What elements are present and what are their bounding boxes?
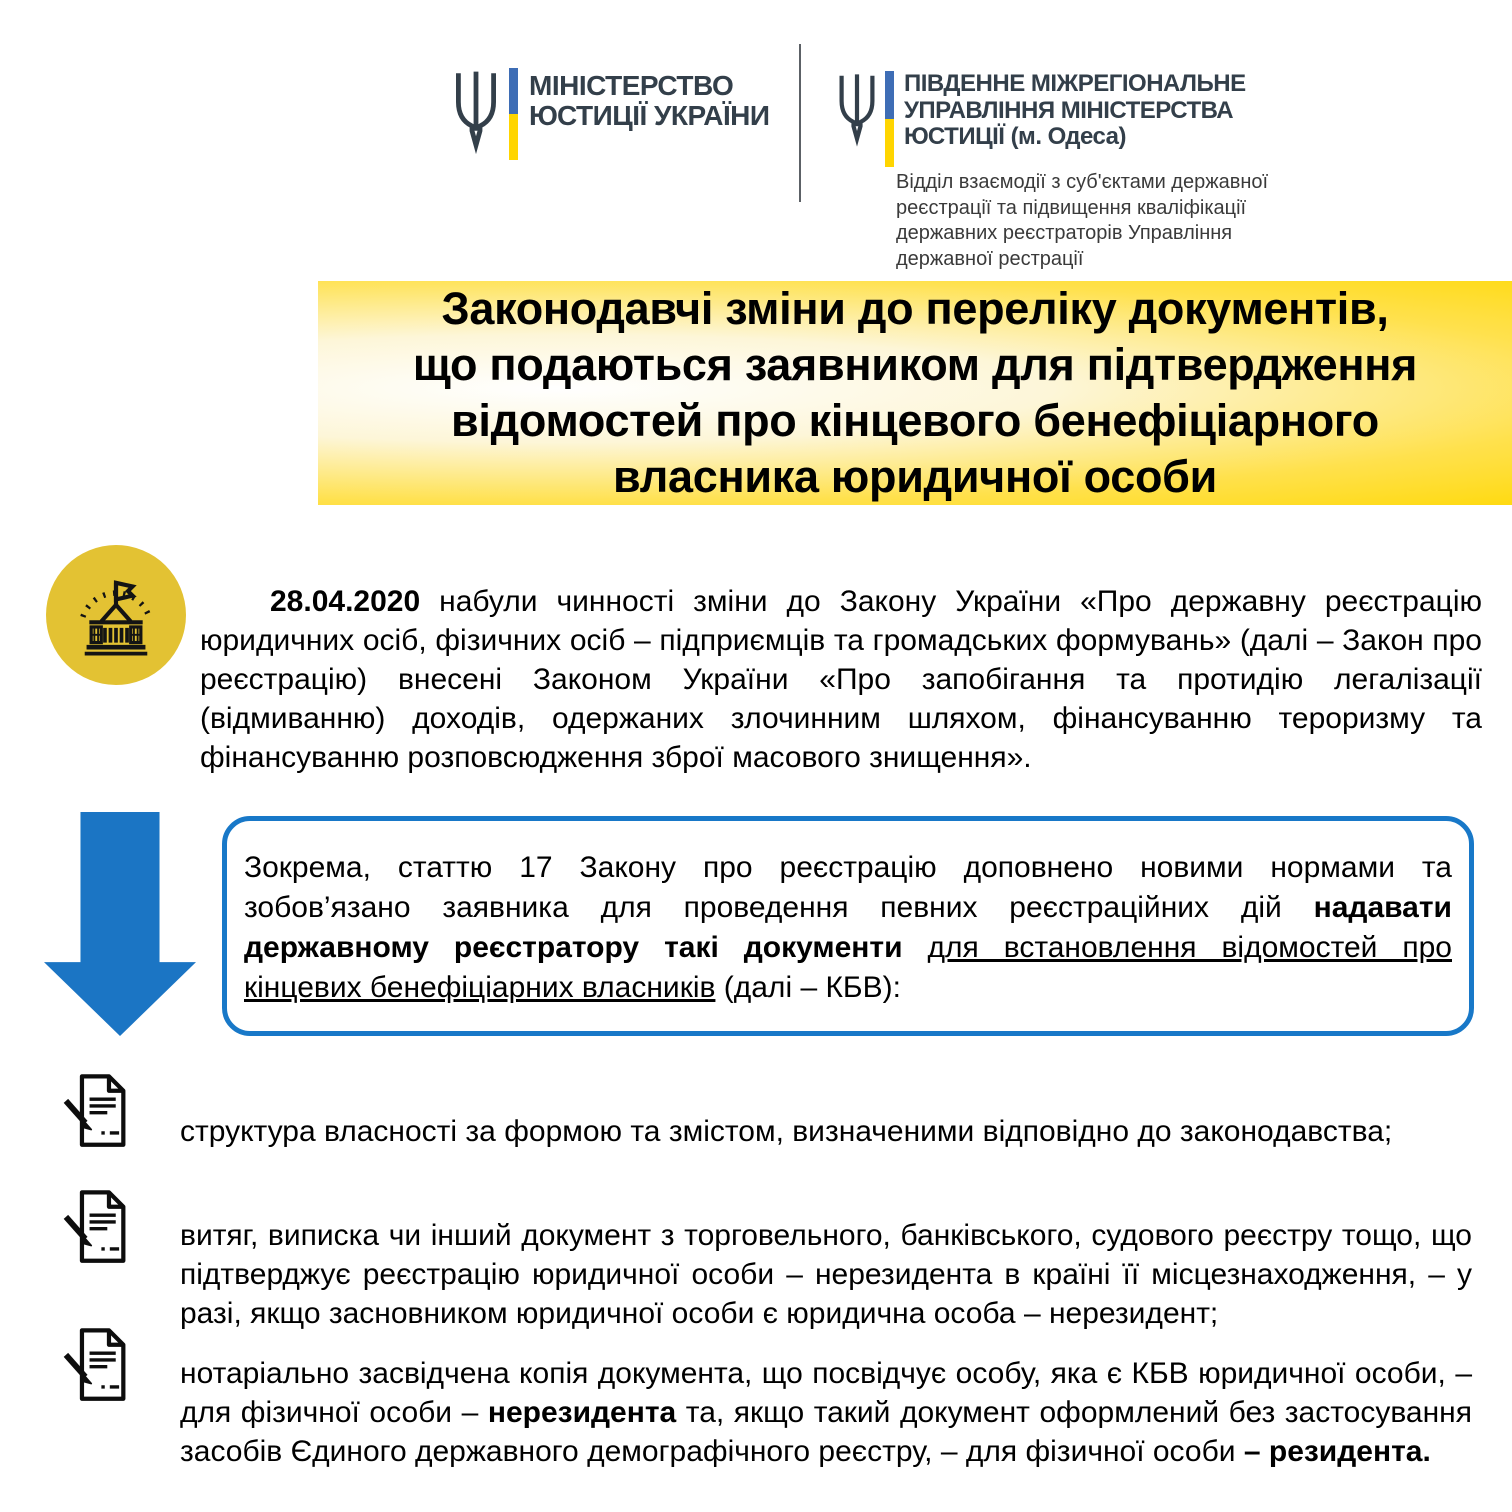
- department-logo-line2: УПРАВЛІННЯ МІНІСТЕРСТВА: [904, 96, 1234, 124]
- document-pen-icon: [60, 1072, 136, 1150]
- department-subtitle: [896, 170, 1296, 272]
- ministry-logo-line2: ЮСТИЦІЇ УКРАЇНИ: [529, 100, 770, 131]
- department-logo-line3: ЮСТИЦІЇ (м. Одеса): [904, 123, 1126, 150]
- bullet-2-icon-wrap: [60, 1188, 136, 1271]
- government-building-icon: [70, 569, 162, 661]
- down-arrow-icon: [44, 812, 196, 1036]
- bullet-3-text: [180, 1354, 1472, 1471]
- bullet-2-text: витяг, виписка чи інший документ з торговельного, банківського, судового реєстру тощо, що підтверджує реєстрацію юридичної особи – нерезидента в країні її місцезнаходження, – у разі, якщо засновником юридичної особи є юридична особа – нерезидент;: [180, 1219, 1472, 1330]
- bullet-3-seg1: нотаріально засвідчена копія документа, що посвідчує особу, яка є КБВ юридичної особи, – для фізичної особи –: [180, 1357, 1472, 1429]
- document-pen-icon: [60, 1188, 136, 1266]
- callout-box: [222, 816, 1474, 1036]
- department-logo: [836, 62, 1246, 167]
- intro-date: 28.04.2020: [270, 585, 421, 618]
- department-subtitle-line1: Відділ взаємодії з суб'єктами державної: [896, 171, 1269, 193]
- building-badge: [46, 545, 186, 685]
- callout-seg2-bold: надавати державному реєстратору такі документи: [244, 891, 1452, 964]
- department-subtitle-line3: державних реєстраторів Управління: [896, 222, 1233, 244]
- bullet-3-icon-wrap: [60, 1326, 136, 1409]
- flag-bar: [885, 71, 894, 167]
- bullet-1-icon-wrap: [60, 1072, 136, 1155]
- trident-icon: [836, 62, 878, 154]
- intro-text: набули чинності зміни до Закону України «Про державну реєстрацію юридичних осіб, фізичних осіб – підприємців та громадських формувань» (далі – Закон про реєстрацію) внесені Законом України «Про запобігання та протидію легалізації (відмиванню) доходів, одержаних злочинним шляхом, фінансуванню тероризму та фінансуванню розповсюдження зброї масового знищення».: [200, 585, 1482, 774]
- department-subtitle-line2: реєстрації та підвищення кваліфікації: [896, 196, 1247, 219]
- page-title-line2: що подаються заявником для підтвердження: [412, 339, 1418, 390]
- header-divider: [799, 44, 801, 202]
- bullet-1-text: структура власності за формою та змістом, визначеними відповідно до законодавства;: [180, 1115, 1393, 1148]
- page-title-line3: відомостей про кінцевого бенефіціарного: [451, 395, 1379, 446]
- bullet-3-seg3: та, якщо такий документ оформлений без застосування засобів Єдиного державного демографічного реєстру, – для фізичної особи: [180, 1396, 1472, 1468]
- callout-seg3-underline: для встановлення відомостей про кінцевих бенефіціарних власників: [244, 931, 1452, 1004]
- department-logo-text: [904, 62, 1246, 151]
- bullet-3-seg4-bold: – резидента.: [1243, 1435, 1431, 1468]
- callout-seg1: Зокрема, статтю 17 Закону про реєстрацію доповнено новими нормами та зобов’язано заявника для проведення певних реєстраційних дій: [244, 851, 1452, 924]
- page-title: [318, 281, 1512, 505]
- bullet-3-seg2-bold: нерезидента: [487, 1396, 677, 1429]
- department-subtitle-line4: державної рестрації: [896, 247, 1084, 270]
- callout-seg4: (далі – КБВ):: [715, 971, 901, 1004]
- ministry-logo: [452, 58, 770, 162]
- page-title-line4: власника юридичної особи: [612, 451, 1218, 502]
- department-logo-line1: ПІВДЕННЕ МІЖРЕГІОНАЛЬНЕ: [904, 70, 1246, 97]
- document-pen-icon: [60, 1326, 136, 1404]
- intro-paragraph: [200, 582, 1482, 777]
- ministry-logo-line1: МІНІСТЕРСТВО: [529, 70, 734, 101]
- trident-icon: [452, 58, 500, 162]
- ministry-logo-text: [529, 58, 770, 131]
- page-title-line1: Законодавчі зміни до переліку документів,: [441, 283, 1389, 334]
- flag-bar: [509, 68, 518, 160]
